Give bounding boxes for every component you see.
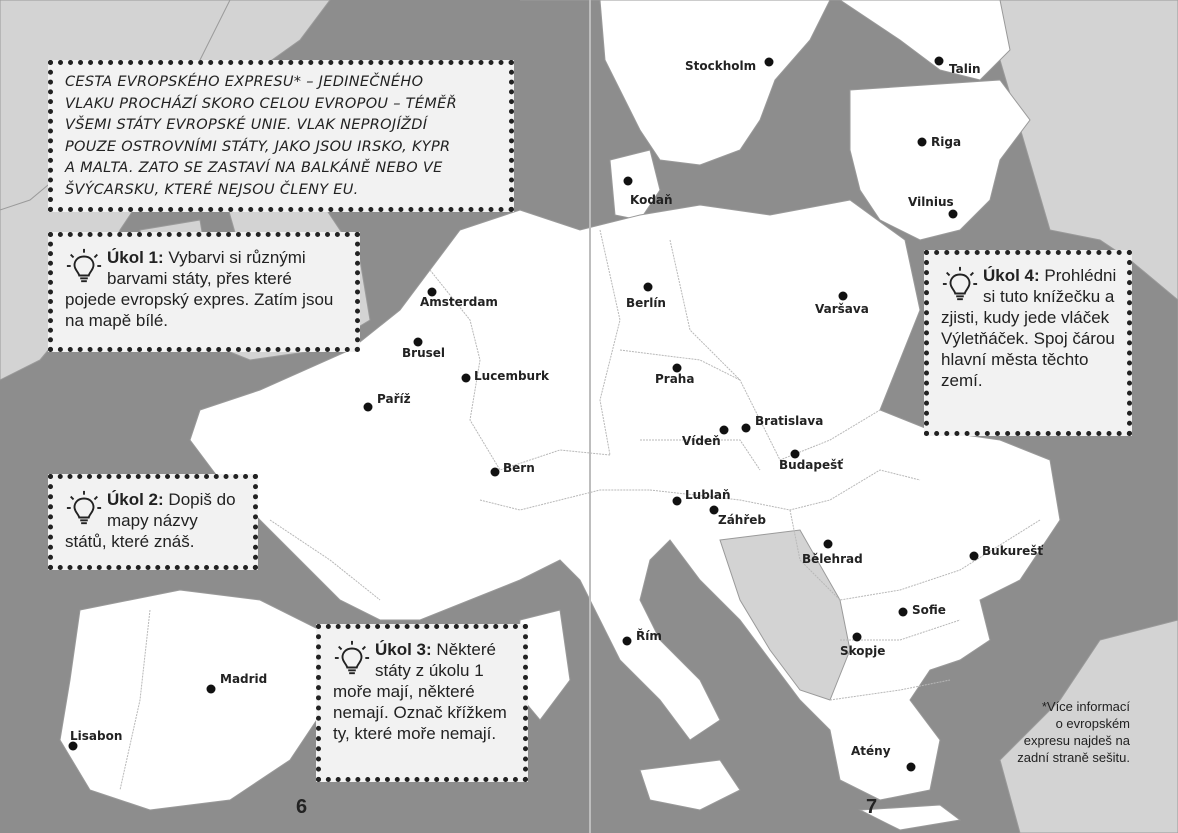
footnote [990,698,1130,766]
city-label-lublan: Lublaň [685,488,731,502]
city-dot-lucemburk [462,374,471,383]
city-label-amsterdam: Amsterdam [420,295,498,309]
lightbulb-icon [333,639,371,677]
city-dot-viden [720,426,729,435]
task1-text: Vybarvi si různými barvami státy, přes které pojede evropský expres. Zatím jsou na mapě bílé. [65,248,334,330]
task1-box [48,232,360,352]
city-dot-bern [491,468,500,477]
city-label-rim: Řím [636,629,662,643]
lightbulb-icon [65,489,103,527]
city-label-riga: Riga [931,135,962,149]
city-dot-stockholm [765,58,774,67]
city-label-pariz: Paříž [377,392,411,406]
task3-text: Některé státy z úkolu 1 moře mají, některé nemají. Označ křížkem ty, které moře nemají. [333,640,507,743]
task3-title: Úkol 3: [375,640,432,659]
city-dot-madrid [207,685,216,694]
city-label-talin: Talin [949,62,981,76]
city-dot-berlin [644,283,653,292]
city-label-lisabon: Lisabon [70,729,123,743]
city-label-belehrad: Bělehrad [802,552,863,566]
city-label-praha: Praha [655,372,695,386]
city-dot-pariz [364,403,373,412]
city-dot-sofie [899,608,908,617]
city-label-skopje: Skopje [840,644,886,658]
task3-box [316,624,528,782]
city-label-sofie: Sofie [912,603,946,617]
task4-box [924,250,1132,436]
city-label-stockholm: Stockholm [685,59,757,73]
city-label-ateny: Atény [851,744,891,758]
intro-line: A MALTA. ZATO SE ZASTAVÍ NA BALKÁNĚ NEBO VE [65,160,443,176]
city-dot-varsava [839,292,848,301]
task4-title: Úkol 4: [983,266,1040,285]
city-dot-bukurest [970,552,979,561]
page-number-right: 7 [866,796,878,818]
city-label-lucemburk: Lucemburk [474,369,549,383]
city-label-budapest: Budapešť [779,458,843,472]
city-dot-ateny [907,763,916,772]
city-dot-bratislava [742,424,751,433]
lightbulb-icon [65,247,103,285]
city-label-berlin: Berlín [626,296,666,310]
city-label-bratislava: Bratislava [755,414,824,428]
city-dot-skopje [853,633,862,642]
city-label-viden: Vídeň [682,434,721,448]
page-number-left: 6 [296,796,308,818]
lightbulb-icon [941,265,979,303]
city-dot-riga [918,138,927,147]
city-dot-rim [623,637,632,646]
city-dot-kodan [624,177,633,186]
task2-text: Dopiš do mapy názvy států, které znáš. [65,490,236,551]
city-label-bern: Bern [503,461,535,475]
footnote-line: o evropském [1055,716,1130,731]
city-label-varsava: Varšava [815,302,869,316]
city-label-brusel: Brusel [402,346,446,360]
footnote-line: expresu najdeš na [1023,733,1130,748]
task1-title: Úkol 1: [107,248,164,267]
city-dot-talin [935,57,944,66]
intro-line: POUZE OSTROVNÍMI STÁTY, JAKO JSOU IRSKO, KYPR [65,138,451,155]
task2-title: Úkol 2: [107,490,164,509]
city-dot-belehrad [824,540,833,549]
task2-box [48,474,258,570]
city-label-bukurest: Bukurešť [982,544,1044,558]
intro-line: VLAKU PROCHÁZÍ SKORO CELOU EVROPOU – TÉMĚŘ [65,95,457,112]
intro-line: VŠEMI STÁTY EVROPSKÉ UNIE. VLAK NEPROJÍŽDÍ [65,117,428,133]
intro-box [48,60,514,212]
footnote-line: zadní straně sešitu. [1017,750,1130,765]
city-label-kodan: Kodaň [630,193,673,207]
city-label-madrid: Madrid [220,672,268,686]
city-label-zahreb: Záhřeb [718,513,766,527]
footnote-line: *Více informací [1041,699,1130,714]
intro-line: ŠVÝCARSKU, KTERÉ NEJSOU ČLENY EU. [65,181,359,198]
city-dot-vilnius [949,210,958,219]
intro-line: CESTA EVROPSKÉHO EXPRESU* – JEDINEČNÉHO [65,74,424,90]
task4-text: Prohlédni si tuto knížečku a zjisti, kudy jede vláček Výletňáček. Spoj čárou hlavní města těchto zemí. [941,266,1117,390]
city-label-vilnius: Vilnius [908,195,954,209]
city-dot-lublan [673,497,682,506]
